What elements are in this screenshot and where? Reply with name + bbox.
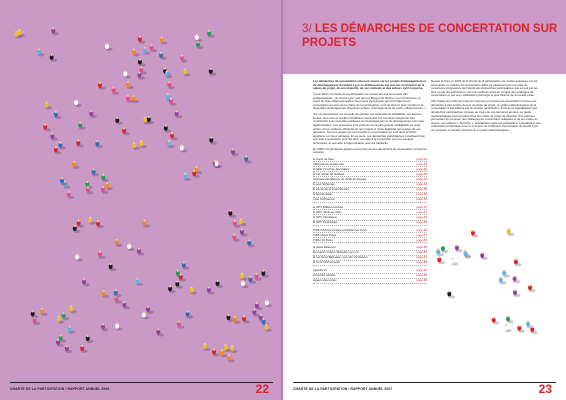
project-name: ouverture urbaine xyxy=(313,274,336,278)
figurine xyxy=(115,117,123,125)
figurine xyxy=(228,210,236,218)
project-name: le Carré de Soie xyxy=(313,157,334,161)
footer-text: CHARTE DE LA PARTICIPATION / RAPPORT ANNUEL 2007 xyxy=(293,387,393,391)
project-list-item xyxy=(313,198,427,203)
body-paragraph: Afin d'aider les chefs de projet du Grand Lyon à mener la concertation comme une démarche à part entière de leur conduite de projet, un guide méthodologique de la concertation a été élaboré par la mission participation. Fruit de la capitalisation des démarches participatives menées au cours de ces dernières années, ce guide méthodologique permet aujourd'hui aux chefs de projet de disposer d'un outil leur permettant de proposer des stratégies de concertation adaptées et de les mettre en œuvre. Les éditions « Territoire », spécialisées dans les publications à destination des collectivités territoriales avec le concours de la Mission Concertation du Grand Lyon, ont proposé un dossier d'experts & un guide méthodologique. xyxy=(431,99,541,132)
figurine xyxy=(230,345,238,353)
project-page-ref: page 30 xyxy=(416,171,427,176)
figurine xyxy=(60,177,68,185)
project-list-item xyxy=(313,221,427,226)
project-name: le GPV Vénissieux xyxy=(313,215,337,219)
figurine xyxy=(50,133,58,141)
project-page-ref: page 68 xyxy=(416,278,427,283)
figurine xyxy=(111,87,119,95)
figurine xyxy=(492,316,500,324)
project-name: Agenda 21 xyxy=(313,268,327,272)
project-page-ref: page 32 xyxy=(416,176,427,181)
figurine xyxy=(209,136,217,144)
figurine xyxy=(240,273,248,281)
footer-text: CHARTE DE LA PARTICIPATION / RAPPORT ANNUEL 2006 xyxy=(10,387,110,391)
figurine xyxy=(114,289,122,297)
project-page-ref: page 58 xyxy=(416,245,427,250)
figurine xyxy=(502,269,510,277)
figurine xyxy=(180,144,188,152)
figurine xyxy=(109,263,117,271)
figurine xyxy=(224,344,232,352)
figurine xyxy=(240,228,248,236)
figurine xyxy=(215,160,223,168)
project-name: le pont Schuman xyxy=(313,183,335,186)
figurine xyxy=(122,301,130,309)
figurine xyxy=(37,48,45,56)
figurine xyxy=(244,155,252,163)
project-name: la place Bellecour xyxy=(313,246,336,250)
project-name: l'anneau bleu/Berges du canal de Jonage xyxy=(313,177,367,181)
figurine xyxy=(480,252,488,260)
footer-rule xyxy=(293,382,556,383)
chapter-number: 3/ xyxy=(302,22,312,35)
footer-rule xyxy=(10,382,273,383)
body-paragraph: À leur début, la charte de la participation se concernait que les projets dits emblématiques : du Grand Lyon, tels que les Berges du Rhône, Lyon Confluence, le Carré de Soie, Mais aujourd'hui, les projets d'envergure qui font l'objet d'une concertation au sens de la charte de la participation, sont de plus en plus nombreux et diversifiés (aménagement d'espaces publics, aménagements de voirie, infrastructures...). xyxy=(313,91,427,111)
figurine xyxy=(190,287,198,295)
figurine xyxy=(138,36,146,44)
body-paragraph: En 2006, les principaux projets concernés par des démarches de concertation ont été les suivants : xyxy=(313,146,427,155)
figurine xyxy=(254,273,262,281)
figurine xyxy=(44,101,52,109)
figurine xyxy=(506,315,514,323)
figurine xyxy=(261,270,269,278)
figurine xyxy=(67,191,75,199)
figurine xyxy=(528,284,536,292)
figurine xyxy=(517,325,525,333)
figurine xyxy=(212,348,220,356)
figurine xyxy=(138,58,146,66)
figurine xyxy=(231,148,239,156)
figurine xyxy=(54,111,62,119)
chapter-heading xyxy=(302,22,560,50)
figurine xyxy=(207,30,215,38)
figurine xyxy=(507,228,515,236)
project-name: l'ORU Montrer-rendez-vous/Mermoz Pinel xyxy=(313,228,367,232)
figurine xyxy=(239,218,247,226)
project-page-ref: page 46 xyxy=(416,214,427,219)
figurine xyxy=(255,302,263,310)
figurine xyxy=(504,324,512,332)
project-list-item xyxy=(313,261,427,266)
project-list-group xyxy=(313,157,427,203)
figurine xyxy=(43,124,51,132)
figurine xyxy=(514,258,522,266)
figurine xyxy=(75,254,83,262)
left-footer xyxy=(0,378,283,400)
figurines-illustration xyxy=(0,0,283,380)
figurine xyxy=(170,132,178,140)
figurine xyxy=(50,54,58,62)
figurine xyxy=(196,41,204,49)
figurine xyxy=(123,70,131,78)
project-name: le GPV Rillieux-la-Pape xyxy=(313,205,344,209)
figurine xyxy=(62,312,70,320)
project-page-ref: page 48 xyxy=(416,220,427,225)
figurine xyxy=(102,290,110,298)
figurine xyxy=(203,343,211,351)
project-page-ref: page 54 xyxy=(416,232,427,237)
body-paragraph: Sur ces démarches, les conseils de quartier, les associations d'habitants, les acteurs locaux, tout comme nombre d'habitants intéressés ont l'occasion d'apporter leur contribution à de nouvelles politiques de l'aménagement et du développement de notre agglomération. Ces processus sont porteurs d'une plus grande intelligibilité de notre action, d'une meilleure efficacité de nos projets et d'une légitimité renouvelée de nos décisions. Tous les projets qui sont inscrits en concertation en sont ainsi enrichis, améliorés et mieux partagés. En ce sens, ces démarches participatives constituent bien une aide à la décision pour les élus, une aide à la conception pour les équipes techniques, et une aide à l'appropriation pour les habitants. xyxy=(313,112,426,145)
figurine xyxy=(167,81,175,89)
figurine xyxy=(177,321,185,329)
project-page-ref: page 61 xyxy=(416,255,427,260)
figurine xyxy=(137,248,145,256)
figurine xyxy=(51,27,59,35)
figurine xyxy=(77,220,85,228)
figurine xyxy=(227,354,235,362)
figurine xyxy=(209,68,217,76)
figurine xyxy=(80,345,88,353)
figurine xyxy=(233,316,241,324)
project-name: les places Jutard / Raspail, Lyon 7e xyxy=(313,251,359,255)
figurine xyxy=(265,299,273,307)
figurine xyxy=(98,251,106,259)
figurine xyxy=(437,256,445,264)
project-page-ref: page 44 xyxy=(416,209,427,214)
figurine xyxy=(122,127,130,135)
page-number: 22 xyxy=(255,382,269,396)
figurine xyxy=(471,229,479,237)
figurine xyxy=(101,174,109,182)
figurine xyxy=(115,239,123,247)
project-name: espace des temps xyxy=(313,279,337,283)
figurine xyxy=(143,47,151,55)
project-page-ref: page 60 xyxy=(416,250,427,255)
figurine xyxy=(95,140,103,148)
project-name: le tunnel de la Croix Rousse xyxy=(313,188,350,192)
figurine xyxy=(195,166,203,174)
figurine xyxy=(96,220,104,228)
figurine xyxy=(179,274,187,282)
figurine xyxy=(132,142,140,150)
page-number: 23 xyxy=(538,382,552,396)
figurine xyxy=(115,323,123,331)
figurine xyxy=(216,280,224,288)
figurine xyxy=(441,245,449,253)
figurine xyxy=(132,48,140,56)
figurine xyxy=(183,173,191,181)
figurine xyxy=(183,68,191,76)
project-list-group xyxy=(313,228,427,243)
figurine xyxy=(175,280,183,288)
figurine xyxy=(88,217,96,225)
figurine xyxy=(241,280,249,288)
project-list xyxy=(313,157,427,284)
figurine xyxy=(105,182,113,190)
figurine xyxy=(72,161,80,169)
project-page-ref: page 62 xyxy=(416,260,427,265)
figurine xyxy=(89,110,97,118)
figurine xyxy=(226,314,234,322)
figurine xyxy=(74,99,82,107)
project-page-ref: page 40 xyxy=(416,197,427,202)
right-page xyxy=(283,0,566,400)
body-paragraph: Depuis la mise en 2003 de la charte de la participation, de réelles avancées ont été accomplies en matière de concertation. Elles se traduisent par une prise de conscience progressive de l'intérêt des démarches participatives que ce soit par les élus ou par les techniciens, par une meilleure prise en compte des stratégies de concertation et par une mobilisation plus large et plus diverse de la société civile. xyxy=(431,79,538,98)
figurine xyxy=(455,244,463,252)
project-name: la rue Henri Barbusse, Lyon 8e Vénissieux xyxy=(313,256,368,260)
figurine xyxy=(156,328,164,336)
figurine xyxy=(175,110,183,118)
text-column-right xyxy=(431,80,541,135)
project-page-ref: page 56 xyxy=(416,237,427,242)
text-column-left xyxy=(313,80,427,286)
project-name: le GPV La Duchère xyxy=(313,221,338,225)
figurine xyxy=(139,66,147,74)
project-page-ref: page 42 xyxy=(416,204,427,209)
figurine xyxy=(68,326,76,334)
project-page-ref: page 36 xyxy=(416,187,427,192)
figurine xyxy=(168,285,176,293)
figurine xyxy=(58,142,66,150)
figurine xyxy=(180,55,188,63)
figurine xyxy=(464,251,472,259)
figurine xyxy=(232,234,240,242)
project-list-group xyxy=(313,205,427,225)
figurine xyxy=(159,52,167,60)
project-name: Lyon Confluence xyxy=(313,198,335,202)
figurine xyxy=(17,29,25,37)
project-name: la halle Tronchet-Jean Macé xyxy=(313,167,350,171)
project-name: l'ORU Saint Priest xyxy=(313,233,337,237)
figurine xyxy=(530,326,538,334)
figurine xyxy=(76,139,84,147)
figurine xyxy=(451,257,459,265)
figurine xyxy=(126,81,134,89)
figurine xyxy=(40,308,48,316)
figurine xyxy=(149,44,157,52)
chapter-title: LES DÉMARCHES DE CONCERTATION SUR PROJETS xyxy=(302,22,558,49)
figurine xyxy=(499,276,507,284)
project-page-ref: page 64 xyxy=(416,267,427,272)
figurine xyxy=(143,220,151,228)
figurine xyxy=(105,43,113,51)
project-list-item xyxy=(313,238,427,243)
figurine xyxy=(65,345,73,353)
project-page-ref: page 52 xyxy=(416,227,427,232)
right-footer xyxy=(283,378,566,400)
figurine xyxy=(78,122,86,130)
figurine xyxy=(247,239,255,247)
project-name: le GPV Vaulx-en-Velin xyxy=(313,210,342,214)
figurine xyxy=(164,125,172,133)
project-list-item xyxy=(313,279,427,284)
project-page-ref: page 34 xyxy=(416,182,427,186)
project-page-ref: page 28 xyxy=(416,166,427,171)
figurine xyxy=(165,70,173,78)
figurine xyxy=(59,335,67,343)
project-page-ref: page 24 xyxy=(416,156,427,161)
project-name: le Grand stade xyxy=(313,193,332,197)
figurine xyxy=(135,278,143,286)
figurine xyxy=(139,140,147,148)
figurine xyxy=(82,278,90,286)
figurine xyxy=(101,323,109,331)
intro-paragraph: Les démarches de concertation mises en œuvre sur les projets d'aménagement et de développement du Grand Lyon se définissent au cas par cas en fonction de la nature du projet, de ses objectifs, de son contexte et des acteurs qu'il concerne. xyxy=(313,79,426,91)
project-name: projet urbain de Gerland xyxy=(313,172,345,176)
project-list-group xyxy=(313,268,427,283)
project-name: l'ORU Oli Poise xyxy=(313,238,333,242)
figurine xyxy=(31,310,39,318)
figurine xyxy=(92,168,100,176)
project-page-ref: page 66 xyxy=(416,273,427,278)
figurine xyxy=(513,275,521,283)
figurine xyxy=(207,286,215,294)
project-list-group xyxy=(313,246,427,266)
figurine xyxy=(167,140,175,148)
figurine xyxy=(447,290,455,298)
project-name: la zone 30 Presqu'île xyxy=(313,261,340,265)
figurine xyxy=(98,82,106,90)
figurine xyxy=(242,315,250,323)
project-name: Villeurbanne Grattie-ciel xyxy=(313,162,344,166)
figurine xyxy=(513,289,521,297)
project-page-ref: page 38 xyxy=(416,192,427,197)
figurine xyxy=(86,335,94,343)
figurine xyxy=(160,36,168,44)
figurine xyxy=(127,243,135,251)
figurine xyxy=(195,34,203,42)
figurine xyxy=(182,262,190,270)
figurine xyxy=(186,310,194,318)
project-page-ref: page 26 xyxy=(416,161,427,166)
figurine xyxy=(69,305,77,313)
spread-gutter xyxy=(281,0,285,400)
figurine xyxy=(146,306,154,314)
